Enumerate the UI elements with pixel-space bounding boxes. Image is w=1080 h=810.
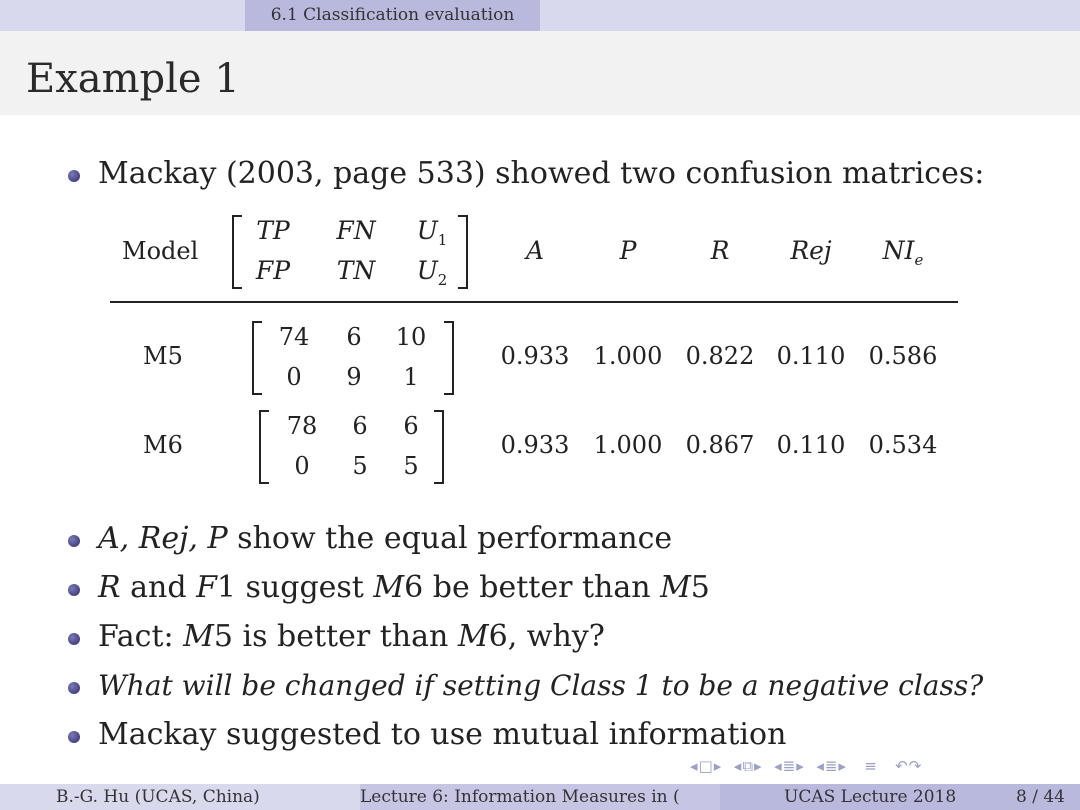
subsubsection-prev-icon[interactable]: ◂ bbox=[816, 757, 825, 775]
subsubsection-icon[interactable]: ≣ bbox=[824, 757, 839, 775]
m5-bracket-left bbox=[252, 321, 262, 395]
bullet-dot-icon bbox=[68, 535, 80, 547]
search-back-icon[interactable]: ↶ bbox=[895, 757, 909, 775]
m5-cell: 0 bbox=[286, 363, 302, 391]
section-tab[interactable]: 6.1 Classification evaluation bbox=[245, 0, 540, 31]
header-col-rej: Rej bbox=[790, 236, 832, 265]
m5-value-rej: 0.110 bbox=[776, 342, 846, 370]
subsubsection-next-icon[interactable]: ▸ bbox=[838, 757, 847, 775]
m5-value-p: 1.000 bbox=[593, 342, 663, 370]
m6-bracket-right bbox=[434, 410, 444, 484]
subsection-next-icon[interactable]: ▸ bbox=[796, 757, 805, 775]
bullet-text: Mackay suggested to use mutual information bbox=[98, 717, 787, 752]
header-tp: TP bbox=[256, 216, 290, 245]
m6-value-p: 1.000 bbox=[593, 431, 663, 459]
m6-cell: 5 bbox=[403, 452, 419, 480]
m5-bracket-right bbox=[444, 321, 454, 395]
m6-cell: 78 bbox=[286, 412, 318, 440]
frame-next-icon[interactable]: ▸ bbox=[713, 757, 723, 775]
header-u1: $U_1$ bbox=[416, 216, 448, 249]
m6-bracket-left bbox=[259, 410, 269, 484]
m5-cell: 6 bbox=[346, 323, 362, 351]
m5-value-r: 0.822 bbox=[685, 342, 755, 370]
row-m5-model: M5 bbox=[143, 342, 183, 370]
m6-cell: 6 bbox=[403, 412, 419, 440]
m6-cell: 0 bbox=[294, 452, 310, 480]
align-icon[interactable]: ≡ bbox=[864, 757, 878, 775]
subsection-prev-icon[interactable]: ◂ bbox=[774, 757, 783, 775]
m6-cell: 5 bbox=[352, 452, 368, 480]
subsection-icon[interactable]: ≣ bbox=[782, 757, 797, 775]
matrix-bracket-right bbox=[458, 215, 468, 289]
slide-title: Example 1 bbox=[26, 56, 240, 102]
bullet-dot-icon bbox=[68, 682, 80, 694]
header-tn: TN bbox=[336, 256, 376, 285]
footer-lecture: Lecture 6: Information Measures in ( bbox=[360, 784, 720, 810]
m6-value-r: 0.867 bbox=[685, 431, 755, 459]
m5-cell: 9 bbox=[346, 363, 362, 391]
row-m6-model: M6 bbox=[143, 431, 183, 459]
m5-cell: 10 bbox=[395, 323, 427, 351]
footer-author: B.-G. Hu (UCAS, China) bbox=[56, 787, 260, 807]
bullet-text: Mackay (2003, page 533) showed two confusion matrices: bbox=[98, 156, 985, 191]
bullet-text: What will be changed if setting Class 1 to be a negative class? bbox=[98, 669, 984, 702]
bullet-text: A, Rej, P show the equal performance bbox=[98, 521, 673, 556]
m6-value-nie: 0.534 bbox=[868, 431, 938, 459]
header-col-nie: $NI_e$ bbox=[882, 236, 924, 269]
section-icon[interactable]: ⧉ bbox=[742, 757, 755, 775]
header-fn: FN bbox=[336, 216, 376, 245]
bullet-dot-icon bbox=[68, 584, 80, 596]
footer-page: 8 / 44 bbox=[1016, 787, 1065, 807]
header-col-r: R bbox=[710, 236, 730, 265]
m6-value-rej: 0.110 bbox=[776, 431, 846, 459]
header-model: Model bbox=[122, 237, 199, 265]
search-forward-icon[interactable]: ↷ bbox=[908, 757, 923, 775]
footer-venue: UCAS Lecture 2018 bbox=[784, 787, 957, 807]
header-fp: FP bbox=[255, 256, 291, 285]
bullet-text: Fact: M5 is better than M6, why? bbox=[98, 619, 605, 654]
header-u2: $U_2$ bbox=[416, 256, 448, 289]
footer-bar bbox=[0, 784, 1080, 810]
matrix-bracket-left bbox=[232, 215, 242, 289]
section-prev-icon[interactable]: ◂ bbox=[733, 757, 743, 775]
bullet-dot-icon bbox=[68, 633, 80, 645]
m5-value-nie: 0.586 bbox=[868, 342, 938, 370]
bullet-dot-icon bbox=[68, 731, 80, 743]
m6-value-a: 0.933 bbox=[500, 431, 570, 459]
m5-cell: 74 bbox=[278, 323, 310, 351]
header-col-p: P bbox=[619, 236, 637, 265]
header-col-a: A bbox=[525, 236, 545, 265]
section-next-icon[interactable]: ▸ bbox=[754, 757, 763, 775]
frame-prev-icon[interactable]: ◂ bbox=[690, 757, 699, 775]
m5-value-a: 0.933 bbox=[500, 342, 570, 370]
m6-cell: 6 bbox=[352, 412, 368, 440]
bullet-text: R and F1 suggest M6 be better than M5 bbox=[98, 570, 710, 605]
table-rule bbox=[110, 301, 958, 303]
m5-cell: 1 bbox=[403, 363, 419, 391]
bullet-dot-icon bbox=[68, 170, 80, 182]
navigation-symbols bbox=[690, 757, 922, 775]
frame-icon[interactable]: □ bbox=[698, 757, 714, 775]
footer-right bbox=[720, 784, 1080, 810]
header-bar bbox=[0, 0, 1080, 31]
